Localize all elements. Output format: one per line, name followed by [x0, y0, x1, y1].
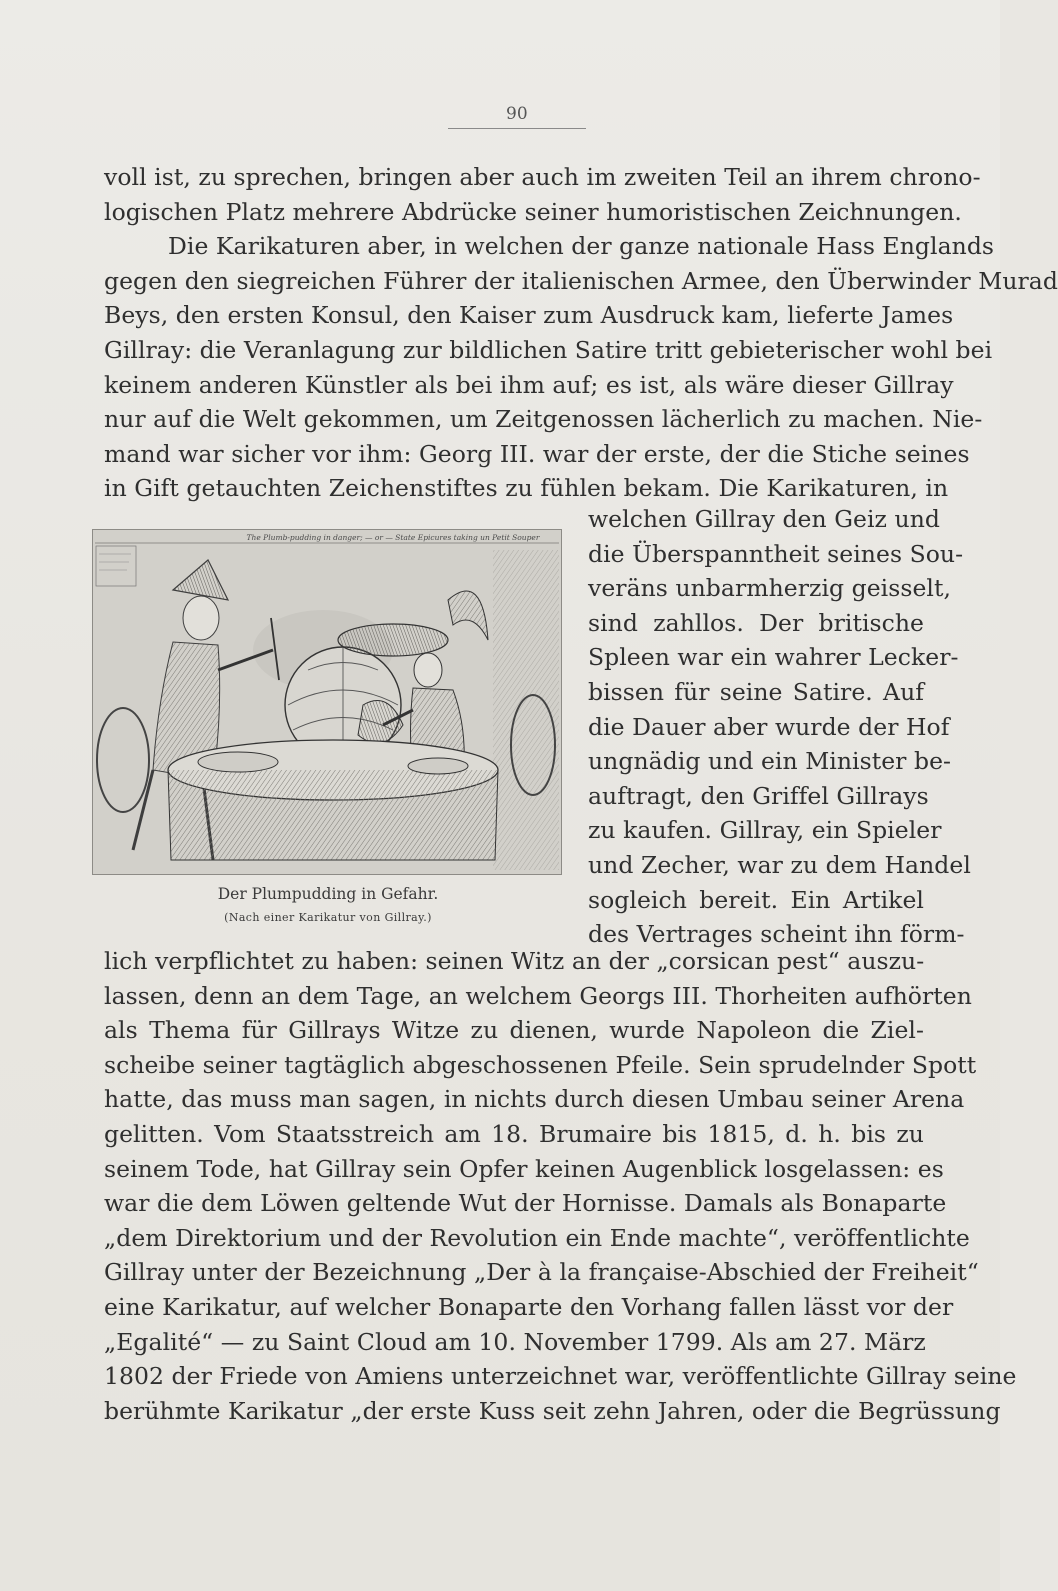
text-line: in Gift getauchten Zeichenstiftes zu fühlen bekam. Die Karikaturen, in — [104, 474, 949, 503]
text-line: eine Karikatur, auf welcher Bonaparte den Vorhang fallen lässt vor der — [104, 1292, 954, 1321]
text-line: seinem Tode, hat Gillray sein Opfer keinen Augenblick losgelassen: es — [104, 1154, 944, 1183]
text-line: voll ist, zu sprechen, bringen aber auch im zweiten Teil an ihrem chrono- — [104, 163, 981, 191]
engraving-title: The Plumb-pudding in danger; — or — State Epicures taking un Petit Souper — [246, 533, 540, 542]
text-line: und Zecher, war zu dem Handel — [588, 850, 971, 879]
text-line: „Egalité“ — zu Saint Cloud am 10. November 1799. Als am 27. März — [104, 1327, 926, 1356]
text-line: veräns unbarmherzig geisselt, — [588, 574, 951, 603]
text-line: Die Karikaturen aber, in welchen der ganze nationale Hass Englands — [168, 232, 995, 261]
text-line: die Überspanntheit seines Sou- — [588, 539, 964, 568]
text-line: gegen den siegreichen Führer der italienischen Armee, den Überwinder Murad — [104, 266, 1058, 295]
text-line: als Thema für Gillrays Witze zu dienen, wurde Napoleon die Ziel- — [104, 1016, 924, 1045]
text-line: sind zahllos. Der britische — [588, 608, 924, 637]
text-line: nur auf die Welt gekommen, um Zeitgenossen lächerlich zu machen. Nie- — [104, 405, 983, 434]
page-number-rule — [448, 128, 586, 129]
figure-caption: Der Plumpudding in Gefahr. — [217, 885, 439, 903]
text-line: berühmte Karikatur „der erste Kuss seit zehn Jahren, oder die Begrüssung — [104, 1396, 1001, 1425]
text-line: „dem Direktorium und der Revolution ein Ende machte“, veröffentlichte — [104, 1223, 970, 1252]
page-number: 90 — [506, 104, 528, 124]
text-line: lassen, denn an dem Tage, an welchem Georgs III. Thorheiten aufhörten — [104, 981, 972, 1010]
text-line: zu kaufen. Gillray, ein Spieler — [588, 816, 942, 845]
paragraph-bottom — [104, 944, 1017, 1428]
text-line: hatte, das muss man sagen, in nichts durch diesen Umbau seiner Arena — [104, 1085, 965, 1114]
figure-caption-source: (Nach einer Karikatur von Gillray.) — [224, 911, 432, 924]
text-line: 1802 der Friede von Amiens unterzeichnet war, veröffentlichte Gillray seine — [104, 1362, 1017, 1391]
text-line: lich verpflichtet zu haben: seinen Witz an der „corsican pest“ auszu- — [104, 947, 925, 975]
text-line: die Dauer aber wurde der Hof — [588, 712, 950, 741]
text-line: sogleich bereit. Ein Artikel — [588, 885, 924, 914]
text-line: des Vertrages scheint ihn förm- — [588, 920, 965, 949]
paragraph-beside-figure — [588, 502, 971, 952]
text-line: Gillray unter der Bezeichnung „Der à la française-Abschied der Freiheit“ — [104, 1258, 979, 1287]
text-line: scheibe seiner tagtäglich abgeschossenen Pfeile. Sein sprudelnder Spott — [104, 1050, 977, 1079]
text-line: Gillray: die Veranlagung zur bildlichen Satire tritt gebieterischer wohl bei — [104, 335, 993, 364]
text-line: war die dem Löwen geltende Wut der Hornisse. Damals als Bonaparte — [104, 1189, 947, 1218]
paragraph-top — [104, 160, 1058, 506]
text-line: Beys, den ersten Konsul, den Kaiser zum Ausdruck kam, lieferte James — [104, 301, 954, 330]
text-line: Spleen war ein wahrer Lecker- — [588, 643, 959, 672]
caricature-illustration — [92, 529, 562, 875]
text-line: mand war sicher vor ihm: Georg III. war der erste, der die Stiche seines — [104, 439, 970, 468]
text-line: bissen für seine Satire. Auf — [588, 677, 924, 706]
text-line: auftragt, den Griffel Gillrays — [588, 781, 929, 810]
text-line: ungnädig und ein Minister be- — [588, 747, 952, 776]
text-line: logischen Platz mehrere Abdrücke seiner humoristischen Zeichnungen. — [104, 197, 962, 226]
text-line: keinem anderen Künstler als bei ihm auf; es ist, als wäre dieser Gillray — [104, 370, 954, 399]
text-line: gelitten. Vom Staatsstreich am 18. Brumaire bis 1815, d. h. bis zu — [104, 1119, 924, 1148]
text-line: welchen Gillray den Geiz und — [588, 505, 940, 533]
